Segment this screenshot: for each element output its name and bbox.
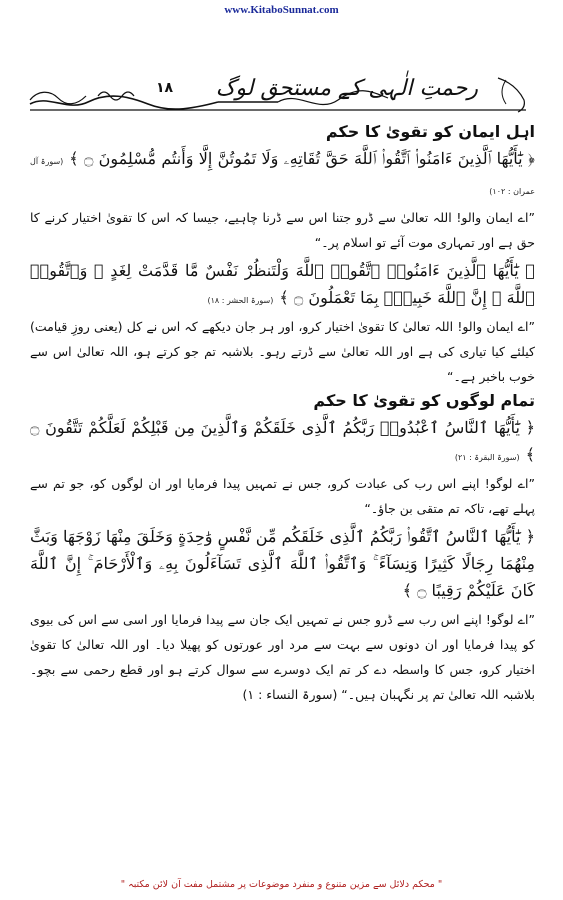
page-content	[30, 122, 535, 709]
section-heading: اہل ایمان کو تقویٰ کا حکم	[325, 122, 535, 141]
verse-reference: (سورۃ الحشر : ١٨)	[207, 296, 274, 305]
verse-block	[30, 257, 535, 389]
section-heading: تمام لوگوں کو تقویٰ کا حکم	[313, 391, 535, 410]
arabic-verse	[30, 523, 535, 607]
verse-translation: ”اے ایمان والو! اللہ تعالیٰ کا تقویٰ اختیار کرو، اور ہر جان دیکھے کہ اس نے کل (یعنی روزِ قیامت) کیلئے کیا تیاری کی ہے اور اللہ تعالیٰ سے ڈرتے رہو۔ بلاشبہ تم جو کرتے ہو، اللہ تعالیٰ اس سے خوب باخبر ہے۔“	[30, 319, 535, 384]
arabic-text: ﴿ يَٰٓأَيُّهَا ٱلَّذِينَ ءَامَنُوا۟ ٱتَّقُوا۟ ٱللَّهَ حَقَّ تُقَاتِهِۦ وَلَا تَمُوتُنَّ إِلَّا وَأَنتُم مُّسْلِمُونَ ۝ ﴾	[69, 149, 535, 168]
arabic-text: ﴿ يَٰٓأَيُّهَا ٱلَّذِينَ ءَامَنُوا۟ ٱتَّقُوا۟ ٱللَّهَ وَلْتَنظُرْ نَفْسٌ مَّا قَدَّمَتْ لِغَدٍ ۖ وَٱتَّقُوا۟ ٱللَّهَ ۚ إِنَّ ٱللَّهَ خَبِيرٌۢ بِمَا تَعْمَلُونَ ۝ ﴾	[30, 261, 535, 307]
verse-translation: ”اے لوگو! اپنے اس رب سے ڈرو جس نے تمہیں ایک جان سے پیدا فرمایا اور اسی سے اس کی بیوی کو پیدا فرمایا اور ان دونوں سے بہت سے مرد اور عورتوں کو پھیلا دیا۔ اور اللہ تعالیٰ کا تقویٰ اختیار کرو، جس کا واسطہ دے کر تم ایک دوسرے سے سوال کرتے ہو اور قطع رحمی سے بچو۔ بلاشبہ اللہ تعالیٰ تم پر نگہبان ہیں۔“ (سورۃ النساء : ١)	[30, 612, 535, 702]
site-url[interactable]: www.KitaboSunnat.com	[224, 4, 339, 16]
verse-block	[30, 145, 535, 255]
verse-reference: (سورۃ البقرۃ : ٢١)	[454, 453, 520, 462]
verse-translation: ”اے ایمان والو! اللہ تعالیٰ سے ڈرو جتنا اس سے ڈرنا چاہیے، جیسا کہ اس کا تقویٰ اختیار کرنے کا حق ہے اور تمہاری موت آئے تو اسلام پر۔“	[30, 210, 535, 250]
verse-translation: ”اے لوگو! اپنے اس رب کی عبادت کرو، جس نے تمہیں پیدا فرمایا اور ان لوگوں کو، جو تم سے پہلے تھے، تاکہ تم متقی بن جاؤ۔“	[30, 476, 535, 516]
verse-block	[30, 523, 535, 707]
page-number: ١٨	[156, 80, 174, 96]
arabic-verse	[30, 414, 535, 471]
verse-reference: (سورۃ آل عمران : ١٠٢)	[30, 157, 535, 196]
arabic-text: ﴿ يَٰٓأَيُّهَا ٱلنَّاسُ ٱعْبُدُوا۟ رَبَّكُمُ ٱلَّذِى خَلَقَكُمْ وَٱلَّذِينَ مِن قَبْلِكُمْ لَعَلَّكُمْ تَتَّقُونَ ۝ ﴾	[30, 418, 535, 464]
page-title: رحمتِ الٰہی کے مستحق لوگ	[215, 76, 478, 101]
page-header	[28, 70, 528, 116]
arabic-verse	[30, 257, 535, 314]
section	[30, 122, 535, 389]
footer-tagline: " محکم دلائل سے مزین متنوع و منفرد موضوعات پر مشتمل مفت آن لائن مکتبہ "	[120, 879, 443, 890]
verse-block	[30, 414, 535, 521]
section	[30, 391, 535, 707]
arabic-text: ﴿ يَٰٓأَيُّهَا ٱلنَّاسُ ٱتَّقُوا۟ رَبَّكُمُ ٱلَّذِى خَلَقَكُم مِّن نَّفْسٍ وَٰحِدَةٍ وَخَلَقَ مِنْهَا زَوْجَهَا وَبَثَّ مِنْهُمَا رِجَالًا كَثِيرًا وَنِسَآءً ۚ وَٱتَّقُوا۟ ٱللَّهَ ٱلَّذِى تَسَآءَلُونَ بِهِۦ وَٱلْأَرْحَامَ ۚ إِنَّ ٱللَّهَ كَانَ عَلَيْكُمْ رَقِيبًا ۝ ﴾	[30, 527, 535, 600]
arabic-verse	[30, 145, 535, 205]
